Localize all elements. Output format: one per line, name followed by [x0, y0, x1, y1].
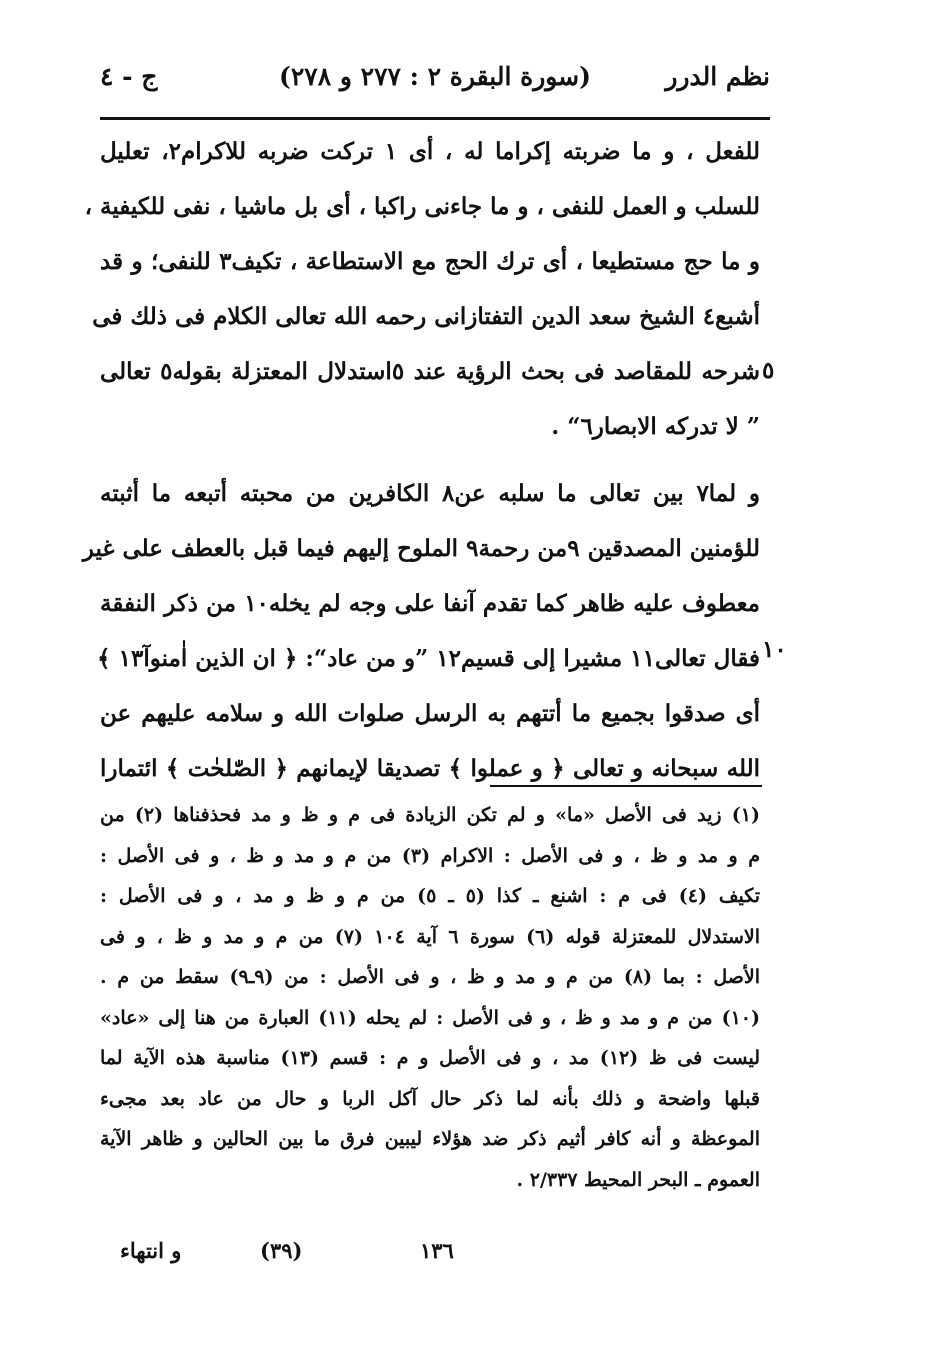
main-line: و ما حج مستطيعا ، أى ترك الحج مع الاستطاعة ، تكيف٣ للنفى؛ و قد: [100, 248, 760, 275]
main-line: للفعل ، و ما ضربته إكراما له ، أى ١ تركت ضربه للاكرام٢، تعليل: [100, 138, 760, 165]
header-rule: [100, 117, 770, 120]
catchword: و انتهاء: [120, 1238, 182, 1263]
main-text: [82, 124, 761, 796]
surah-reference: (سورة البقرة ٢ : ٢٧٧ و ٢٧٨): [279, 62, 591, 91]
main-line: أشبع٤ الشيخ سعد الدين التفتازانى رحمه الله تعالى الكلام فى ذلك فى: [92, 303, 760, 330]
footnote-line: الموعظة و أنه كافر أثيم ذكر ضد هؤلاء ليبين فرق ما بين الحالين و ظاهر الآية: [100, 1128, 760, 1150]
footnote-line: تكيف (٤) فى م : اشنع ـ كذا (٥ ـ ٥) من م و ظ و مد ، و فى الأصل :: [100, 885, 760, 907]
footnote-line: الأصل : بما (٨) من م و مد و ظ ، و فى الأصل : من (٩ـ٩) سقط من م .: [100, 966, 761, 988]
main-line: أى صدقوا بجميع ما أتتهم به الرسل صلوات الله و سلامه عليهم عن: [100, 700, 760, 727]
main-line: معطوف عليه ظاهر كما تقدم آنفا على وجه لم يخله١٠ من ذكر النفقة: [100, 590, 761, 617]
footnote-line: (١٠) من م و مد و ظ ، و فى الأصل : لم يحله (١١) العبارة من هنا إلى «عاد»: [100, 1006, 761, 1029]
footnotes: [100, 795, 760, 1200]
page-footer: [100, 1238, 700, 1274]
main-line: للؤمنين المصدقين ٩من رحمة٩ الملوح إليهم فيما قبل بالعطف على غير: [82, 535, 760, 562]
main-line: للسلب و العمل للنفى ، و ما جاءنى راكبا ، أى بل ماشيا ، نفى للكيفية ،: [84, 193, 760, 220]
main-line: فقال تعالى١١ مشيرا إلى قسيم١٢ ”و من عاد“: ﴿ ان الذين اٰمنوآ١٣ ﴾: [97, 645, 760, 672]
footnote-line: ليست فى ظ (١٢) مد ، و فى الأصل و م : قسم (١٣) مناسبة هذه الآية لما: [100, 1047, 761, 1069]
footnote-line: العموم ـ البحر المحيط ٢/٣٣٧ .: [516, 1168, 760, 1191]
line-number-10: ١٠: [762, 636, 787, 663]
main-line: الله سبحانه و تعالى ﴿ و عملوا ﴾ تصديقا لإيمانهم ﴿ الصّٰلحٰت ﴾ ائتمارا: [100, 755, 760, 782]
main-line: ” لا تدركه الابصار٦“ .: [551, 413, 760, 440]
footnote-line: قبلها واضحة و ذلك بأنه لما ذكر حال آكل الربا و حال من عاد بعد مجىء: [100, 1087, 760, 1110]
footnote-line: الاستدلال للمعتزلة قوله (٦) سورة ٦ آية ١٠٤ (٧) من م و مد و ظ ، و فى: [100, 925, 760, 948]
footnote-line: م و مد و ظ ، و فى الأصل : الاكرام (٣) من م و مد و ظ ، و فى الأصل :: [100, 844, 761, 867]
line-number-5: ٥: [762, 357, 775, 384]
part-number: (٣٩): [260, 1238, 303, 1263]
main-line: شرحه للمقاصد فى بحث الرؤية عند ٥استدلال المعتزلة بقوله٥ تعالى: [100, 358, 760, 385]
running-header: [100, 54, 770, 104]
main-line: و لما٧ بين تعالى ما سلبه عن٨ الكافرين من محبته أتبعه ما أثبته: [100, 480, 760, 507]
footnote-separator: [490, 785, 762, 787]
book-title: نظم الدرر: [665, 62, 770, 91]
page-number: ١٣٦: [420, 1238, 454, 1263]
volume-number: ج - ٤: [100, 62, 158, 91]
footnote-line: (١) زيد فى الأصل «ما» و لم تكن الزيادة فى م و ظ و مد فحذفناها (٢) من: [100, 804, 760, 826]
